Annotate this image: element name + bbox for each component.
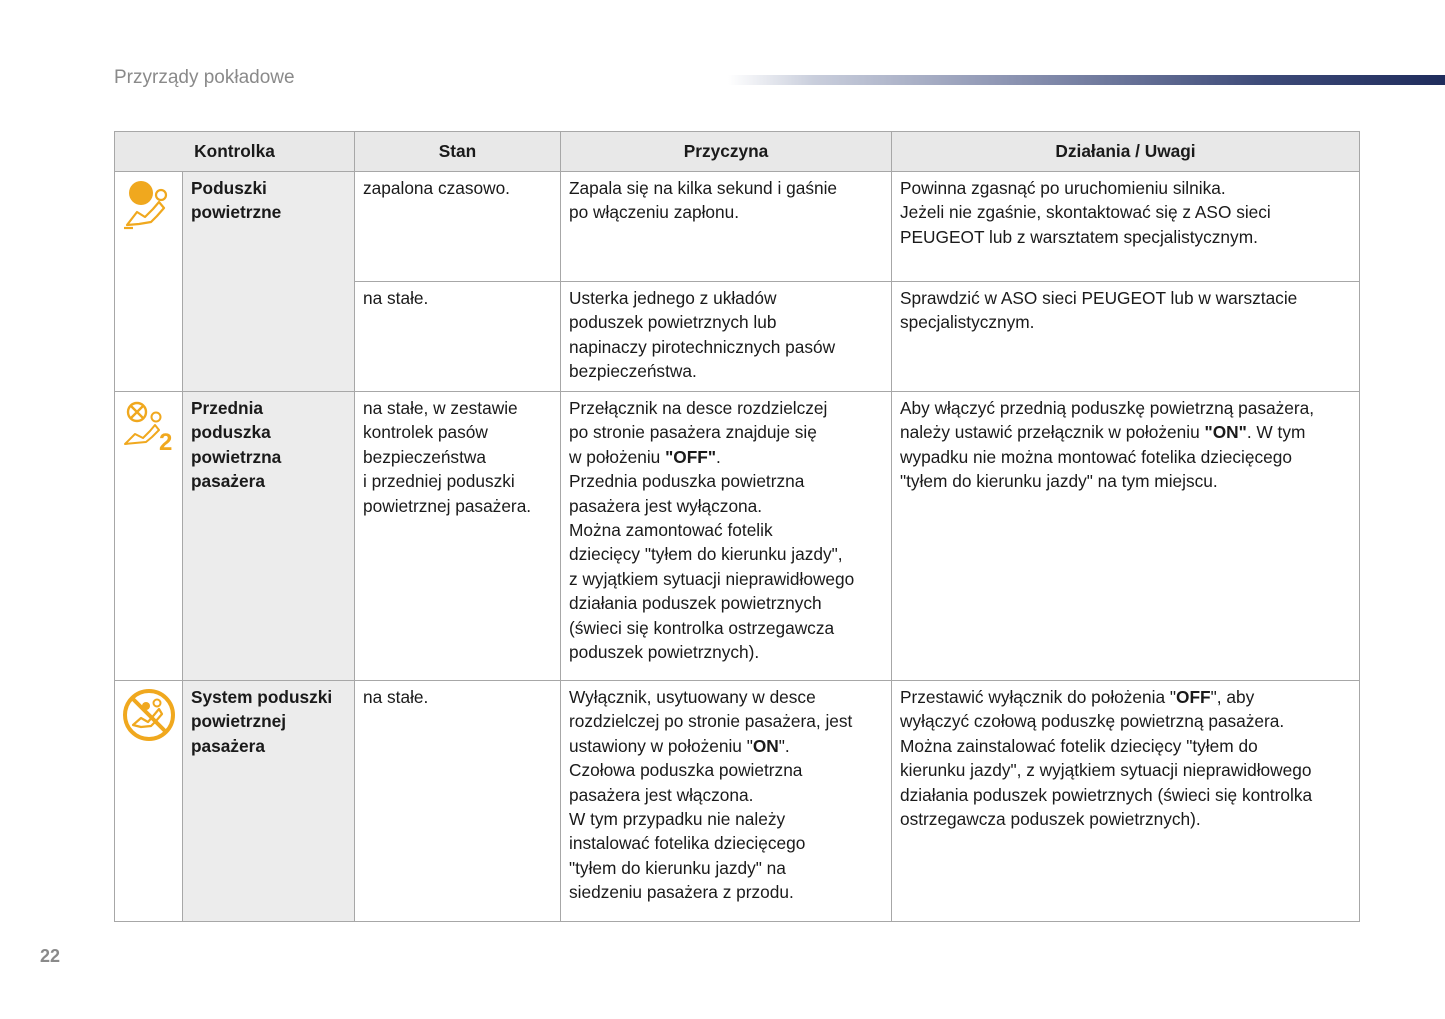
table-row [115,392,1360,681]
page-number: 22 [40,946,61,966]
passenger-airbag-off-icon [121,398,177,454]
indicator-name-airbags: Poduszki powietrzne [183,172,355,392]
stan-cell: na stałe. [355,282,561,392]
header-kontrolka: Kontrolka [115,132,355,172]
passenger-airbag-on-icon [121,687,177,743]
svg-text:2: 2 [158,429,172,454]
indicator-table [114,131,1360,922]
przyczyna-cell: Przełącznik na desce rozdzielczej po stronie pasażera znajduje się w położeniu "OFF". Przednia poduszka powietrzna pasażera jest wyłączona. Można zamontować fotelik dziecięcy "tyłem do kierunku jazdy", z wyjątkiem sytuacji nieprawidłowego działania poduszek powietrznych (świeci się kontrolka ostrzegawcza poduszek powietrznych). [561,392,892,681]
header-stan: Stan [355,132,561,172]
icon-cell [115,392,183,681]
table-header-row [115,132,1360,172]
dzialania-cell: Sprawdzić w ASO sieci PEUGEOT lub w warsztacie specjalistycznym. [892,282,1360,392]
przyczyna-cell: Wyłącznik, usytuowany w desce rozdzielczej po stronie pasażera, jest ustawiony w położeniu "ON". Czołowa poduszka powietrzna pasażera jest włączona. W tym przypadku nie należy instalować fotelika dziecięcego "tyłem do kierunku jazdy" na siedzeniu pasażera z przodu. [561,681,892,922]
przyczyna-cell: Usterka jednego z układów poduszek powietrznych lub napinaczy pirotechnicznych pasów bezpieczeństwa. [561,282,892,392]
table-row [115,172,1360,282]
stan-cell: na stałe, w zestawie kontrolek pasów bezpieczeństwa i przedniej poduszki powietrznej pasażera. [355,392,561,681]
icon-cell [115,681,183,922]
icon-cell [115,172,183,392]
stan-cell: na stałe. [355,681,561,922]
dzialania-cell: Przestawić wyłącznik do położenia "OFF", aby wyłączyć czołową poduszkę powietrzną pasażera. Można zainstalować fotelik dziecięcy "tyłem do kierunku jazdy", z wyjątkiem sytuacji nieprawidłowego działania poduszek powietrznych (świeci się kontrolka ostrzegawcza poduszek powietrznych). [892,681,1360,922]
header-gradient-bar [728,75,1445,85]
dzialania-cell: Powinna zgasnąć po uruchomieniu silnika. Jeżeli nie zgaśnie, skontaktować się z ASO sieci PEUGEOT lub z warsztatem specjalistycznym. [892,172,1360,282]
airbag-warning-icon [121,178,177,234]
indicator-name-passenger-airbag: Przednia poduszka powietrzna pasażera [183,392,355,681]
header-przyczyna: Przyczyna [561,132,892,172]
przyczyna-cell: Zapala się na kilka sekund i gaśnie po włączeniu zapłonu. [561,172,892,282]
table-row [115,681,1360,922]
dzialania-cell: Aby włączyć przednią poduszkę powietrzną pasażera, należy ustawić przełącznik w położeniu "ON". W tym wypadku nie można montować fotelika dziecięcego "tyłem do kierunku jazdy" na tym miejscu. [892,392,1360,681]
stan-cell: zapalona czasowo. [355,172,561,282]
header-dzialania: Działania / Uwagi [892,132,1360,172]
indicator-name-passenger-airbag-system: System poduszki powietrznej pasażera [183,681,355,922]
section-title: Przyrządy pokładowe [114,67,295,88]
